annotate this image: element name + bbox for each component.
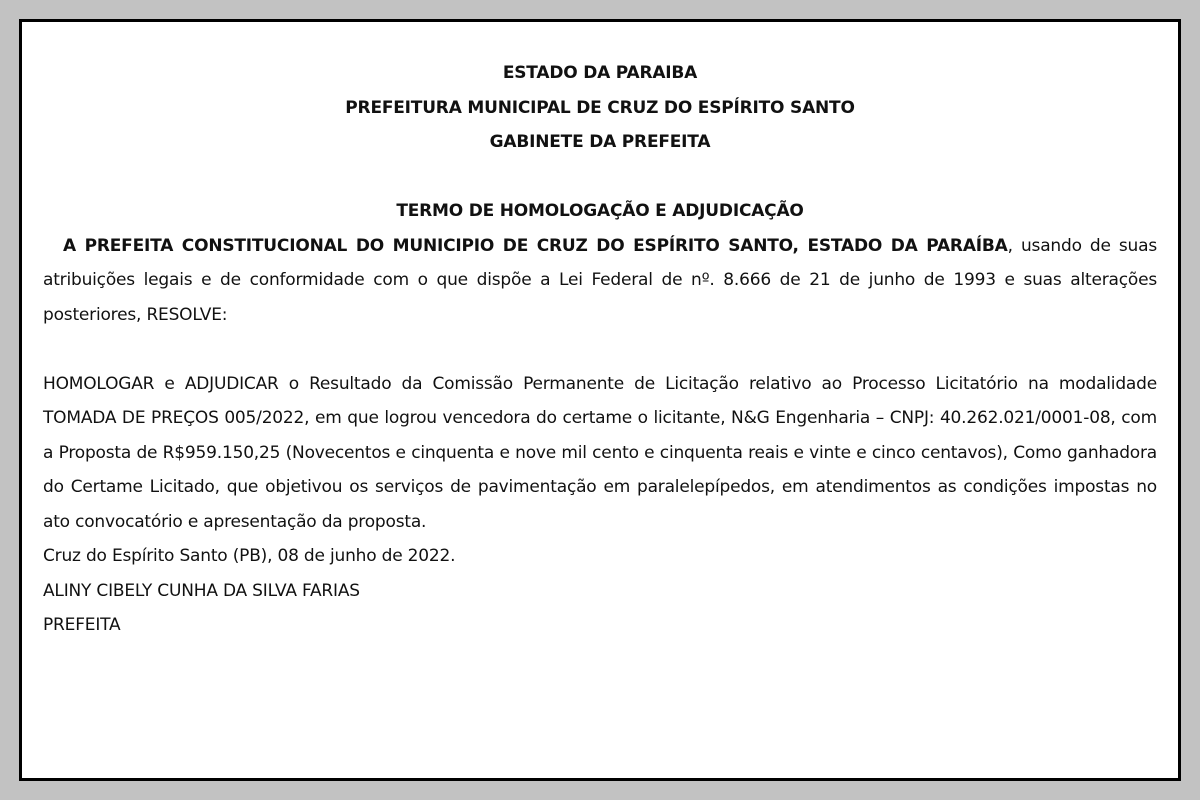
header-state: ESTADO DA PARAIBA: [502, 63, 698, 83]
decision-text-1: e: [154, 373, 185, 394]
header-prefecture: PREFEITURA MUNICIPAL DE CRUZ DO ESPÍRITO SANTO: [345, 97, 855, 118]
header-office: GABINETE DA PREFEITA: [489, 132, 711, 152]
decision-paragraph: [43, 367, 1157, 540]
decision-text-2: o Resultado da Comissão Permanente de Licitação relativo ao Processo Licitatório na modalidade TOMADA DE PREÇOS 005/2022, em que logrou vencedora do certame o licitante, N&G Engenharia – CNPJ: 40.262.021/0001-08, com a Proposta de R$959.150,25 (Novecentos e cinquenta e nove mil cento e cinquenta reais e vinte e cinco centavos), Como ganhadora do Certame Licitado, que objetivou os serviços de pavimentação em paralelepípedos, em atendimentos as condições impostas no ato convocatório e apresentação da proposta.: [43, 373, 1157, 532]
document-page: [19, 19, 1181, 781]
signatory-role: PREFEITA: [43, 615, 121, 635]
intro-bold: A PREFEITA CONSTITUCIONAL DO MUNICIPIO DE CRUZ DO ESPÍRITO SANTO, ESTADO DA PARAÍBA: [63, 235, 1008, 256]
decision-adjudicar: ADJUDICAR: [184, 373, 279, 394]
spacer: [43, 332, 1157, 367]
signatory-name: ALINY CIBELY CUNHA DA SILVA FARIAS: [43, 580, 360, 601]
intro-paragraph: [43, 229, 1157, 333]
document-title: TERMO DE HOMOLOGAÇÃO E ADJUDICAÇÃO: [396, 201, 804, 221]
spacer: [43, 160, 1157, 195]
place-date: Cruz do Espírito Santo (PB), 08 de junho de 2022.: [43, 546, 456, 566]
decision-homologar: HOMOLOGAR: [43, 373, 155, 394]
intro-resolve: RESOLVE:: [146, 304, 228, 325]
intro-text: , usando de suas atribuições legais e de conformidade com o que dispõe a Lei Federal de nº. 8.666 de 21 de junho de 1993 e suas alterações posteriores,: [43, 235, 1157, 325]
document-body: [43, 56, 1157, 643]
